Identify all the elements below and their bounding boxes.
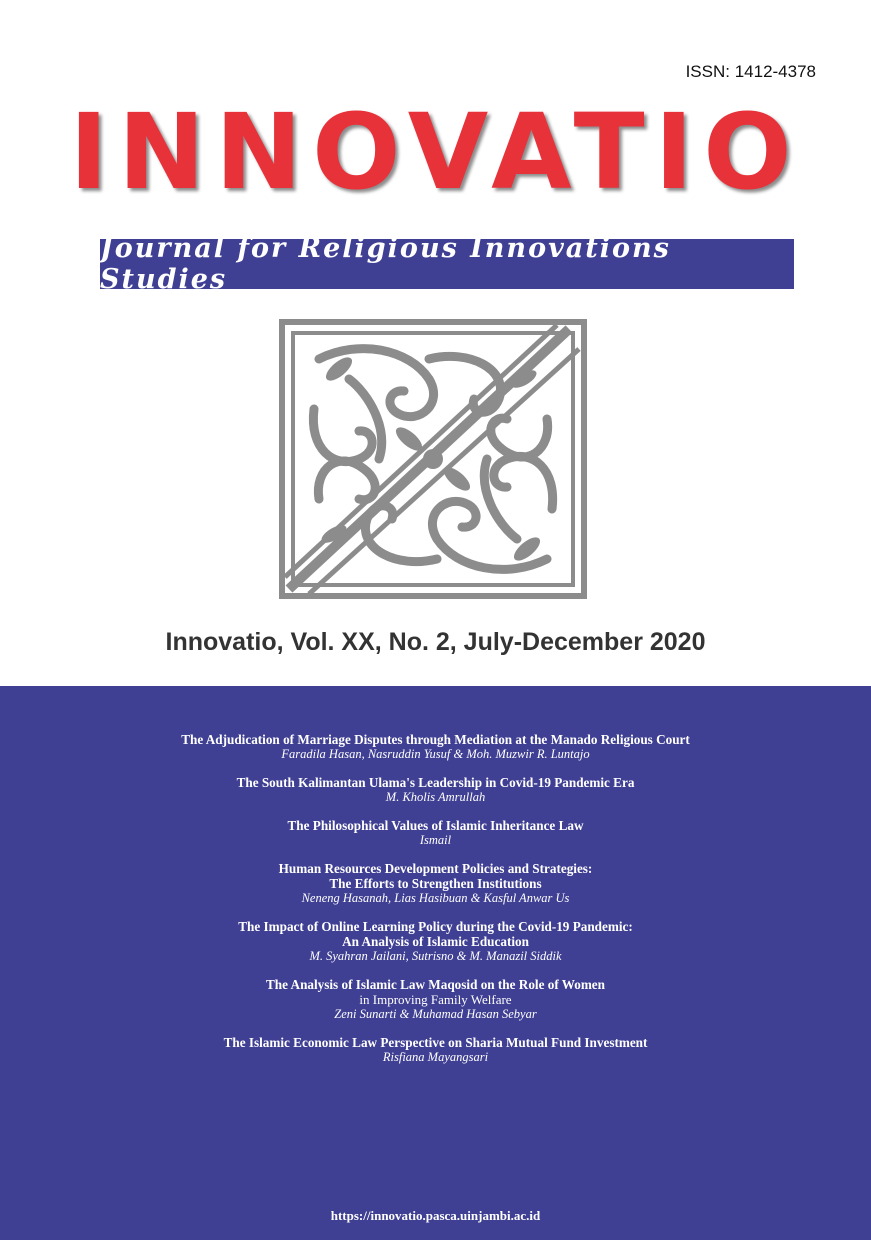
article-title-continued: An Analysis of Islamic Education [342,934,529,949]
article-authors: Faradila Hasan, Nasruddin Yusuf & Moh. Muzwir R. Luntajo [281,747,590,761]
article-title: Human Resources Development Policies and Strategies: [278,861,593,876]
issue-info: Innovatio, Vol. XX, No. 2, July-December 2020 [165,628,706,656]
article-title: The Philosophical Values of Islamic Inheritance Law [287,818,584,833]
table-of-contents-panel [0,686,871,1240]
article-authors: Zeni Sunarti & Muhamad Hasan Sebyar [334,1007,537,1021]
journal-subtitle-band [100,233,794,295]
article-title: The South Kalimantan Ulama's Leadership in Covid-19 Pandemic Era [236,775,635,790]
article-entry [0,977,871,1021]
article-entry [0,1035,871,1064]
article-title: The Islamic Economic Law Perspective on Sharia Mutual Fund Investment [223,1035,648,1050]
article-entry [0,732,871,761]
article-title-continued: The Efforts to Strengthen Institutions [329,876,542,891]
journal-subtitle: Journal for Religious Innovations Studies [100,233,671,295]
article-authors: M. Kholis Amrullah [385,790,486,804]
article-title: The Analysis of Islamic Law Maqosid on the Role of Women [266,977,605,992]
article-entry [0,818,871,847]
article-entry [0,775,871,804]
article-authors: Ismail [419,833,452,847]
article-entry [0,861,871,905]
article-title: The Adjudication of Marriage Disputes through Mediation at the Manado Religious Court [181,732,690,747]
article-authors: Risfiana Mayangsari [382,1050,489,1064]
article-authors: Neneng Hasanah, Lias Hasibuan & Kasful Anwar Us [301,891,570,905]
article-title-continued: in Improving Family Welfare [359,992,512,1007]
table-of-contents [0,732,871,1078]
article-entry [0,919,871,963]
islamic-floral-ornament-icon [279,319,587,599]
website-link[interactable]: https://innovatio.pasca.uinjambi.ac.id [330,1208,541,1223]
article-authors: M. Syahran Jailani, Sutrisno & M. Manazil Siddik [309,949,562,963]
issn-number: ISSN: 1412-4378 [685,62,816,81]
article-title: The Impact of Online Learning Policy during the Covid-19 Pandemic: [238,919,633,934]
journal-title: INNOVATIO [69,91,802,213]
